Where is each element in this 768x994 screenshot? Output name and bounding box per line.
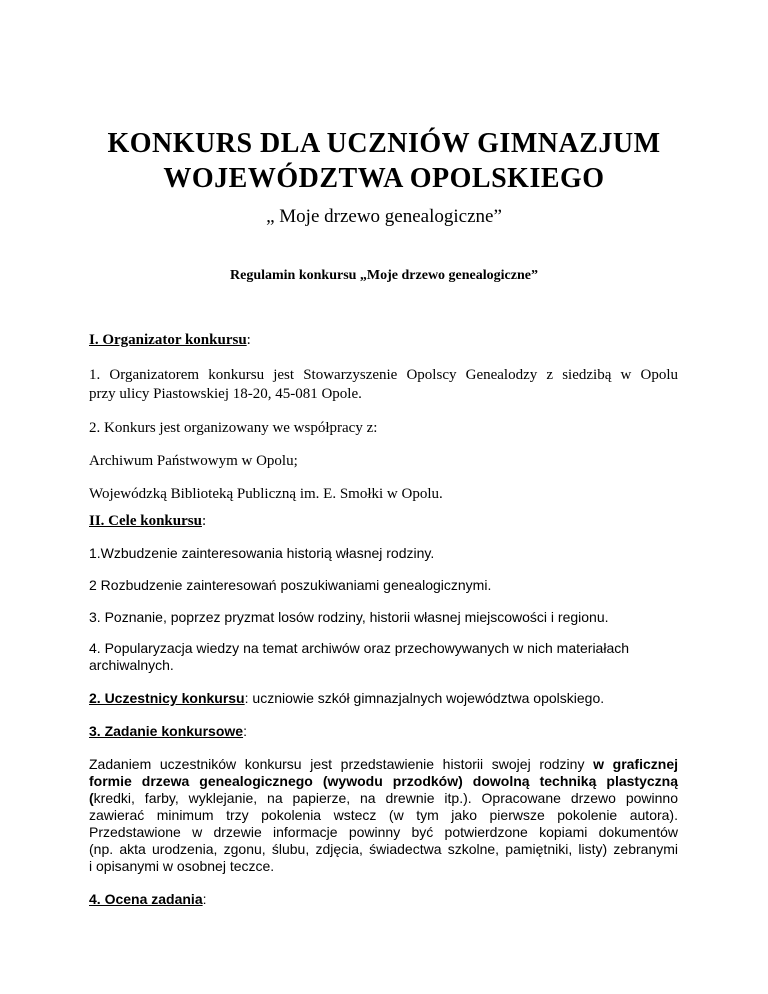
- task-line-2-bold: formie drzewa genealogicznego (wywodu przodków) dowolną techniką plastyczną: [89, 773, 678, 789]
- task-line-3-bold: (: [89, 790, 94, 806]
- section-participants-row: [89, 689, 678, 707]
- section-participants-heading: 2. Uczestnicy konkursu: [89, 690, 245, 706]
- section-goals-heading-row: [89, 512, 678, 530]
- task-line-3: [89, 789, 678, 807]
- organizer-p1-line2: przy ulicy Piastowskiej 18-20, 45-081 Opole.: [89, 386, 362, 402]
- heading-colon: :: [201, 513, 207, 529]
- section-goals-heading: II. Cele konkursu: [89, 513, 202, 529]
- task-line-7: i opisanymi w osobnej teczce.: [89, 858, 275, 874]
- goal-item-4: 4. Popularyzacja wiedzy na temat archiwów oraz przechowywanych w nich materiałach: [89, 640, 630, 656]
- organizer-p1-line1: 1. Organizatorem konkursu jest Stowarzyszenie Opolscy Genealodzy z siedzibą w Opolu: [89, 367, 678, 383]
- section-organizer-heading: I. Organizator konkursu: [89, 332, 247, 348]
- subtitle: „ Moje drzewo genealogiczne”: [266, 206, 502, 227]
- goal-item-3: 3. Poznanie, poprzez pryzmat losów rodziny, historii własnej miejscowości i regionu.: [89, 609, 609, 625]
- task-line-3-text: kredki, farby, wyklejanie, na papierze, na drewnie itp.). Opracowane drzewo powinno: [93, 790, 678, 806]
- organizer-p3: Archiwum Państwowym w Opolu;: [89, 453, 298, 469]
- section-evaluation-heading: 4. Ocena zadania: [89, 891, 203, 907]
- heading-colon: :: [246, 332, 251, 348]
- title-line-1: KONKURS DLA UCZNIÓW GIMNAZJUM: [107, 128, 661, 159]
- goal-item-1: 1.Wzbudzenie zainteresowania historią własnej rodziny.: [89, 545, 435, 561]
- title-line-2: WOJEWÓDZTWA OPOLSKIEGO: [163, 163, 605, 194]
- organizer-p2: 2. Konkurs jest organizowany we współpracy z:: [89, 420, 378, 436]
- section-organizer-heading-row: [89, 331, 678, 349]
- task-line-1-bold: w graficznej: [593, 756, 678, 772]
- task-line-5: Przedstawione w drzewie informacje powinny być potwierdzone kopiami dokumentów: [89, 824, 678, 840]
- section-task-heading-row: [89, 722, 678, 740]
- heading-colon: :: [243, 723, 247, 739]
- task-line-2: [89, 772, 678, 790]
- heading-colon: :: [202, 891, 207, 907]
- organizer-p4: Wojewódzką Biblioteką Publiczną im. E. Smołki w Opolu.: [89, 486, 443, 502]
- goal-item-2: 2 Rozbudzenie zainteresowań poszukiwaniami genealogicznymi.: [89, 577, 492, 593]
- task-line-1-text: Zadaniem uczestników konkursu jest przedstawienie historii swojej rodziny: [89, 756, 594, 772]
- goal-item-4-cont: archiwalnych.: [89, 657, 174, 673]
- task-line-6: (np. akta urodzenia, zgonu, ślubu, zdjęcia, świadectwa szkolne, pamiętniki, listy) zebranymi: [89, 841, 678, 857]
- section-evaluation-heading-row: [89, 890, 678, 908]
- task-line-1: [89, 755, 678, 773]
- task-line-4: zawierać minimum trzy pokolenia wstecz (w tym jako pierwsze pokolenie autora).: [89, 807, 678, 823]
- section-task-heading: 3. Zadanie konkursowe: [89, 723, 244, 739]
- participants-text: : uczniowie szkół gimnazjalnych województwa opolskiego.: [244, 690, 605, 706]
- regulamin-heading: Regulamin konkursu „Moje drzewo genealogiczne”: [230, 268, 538, 283]
